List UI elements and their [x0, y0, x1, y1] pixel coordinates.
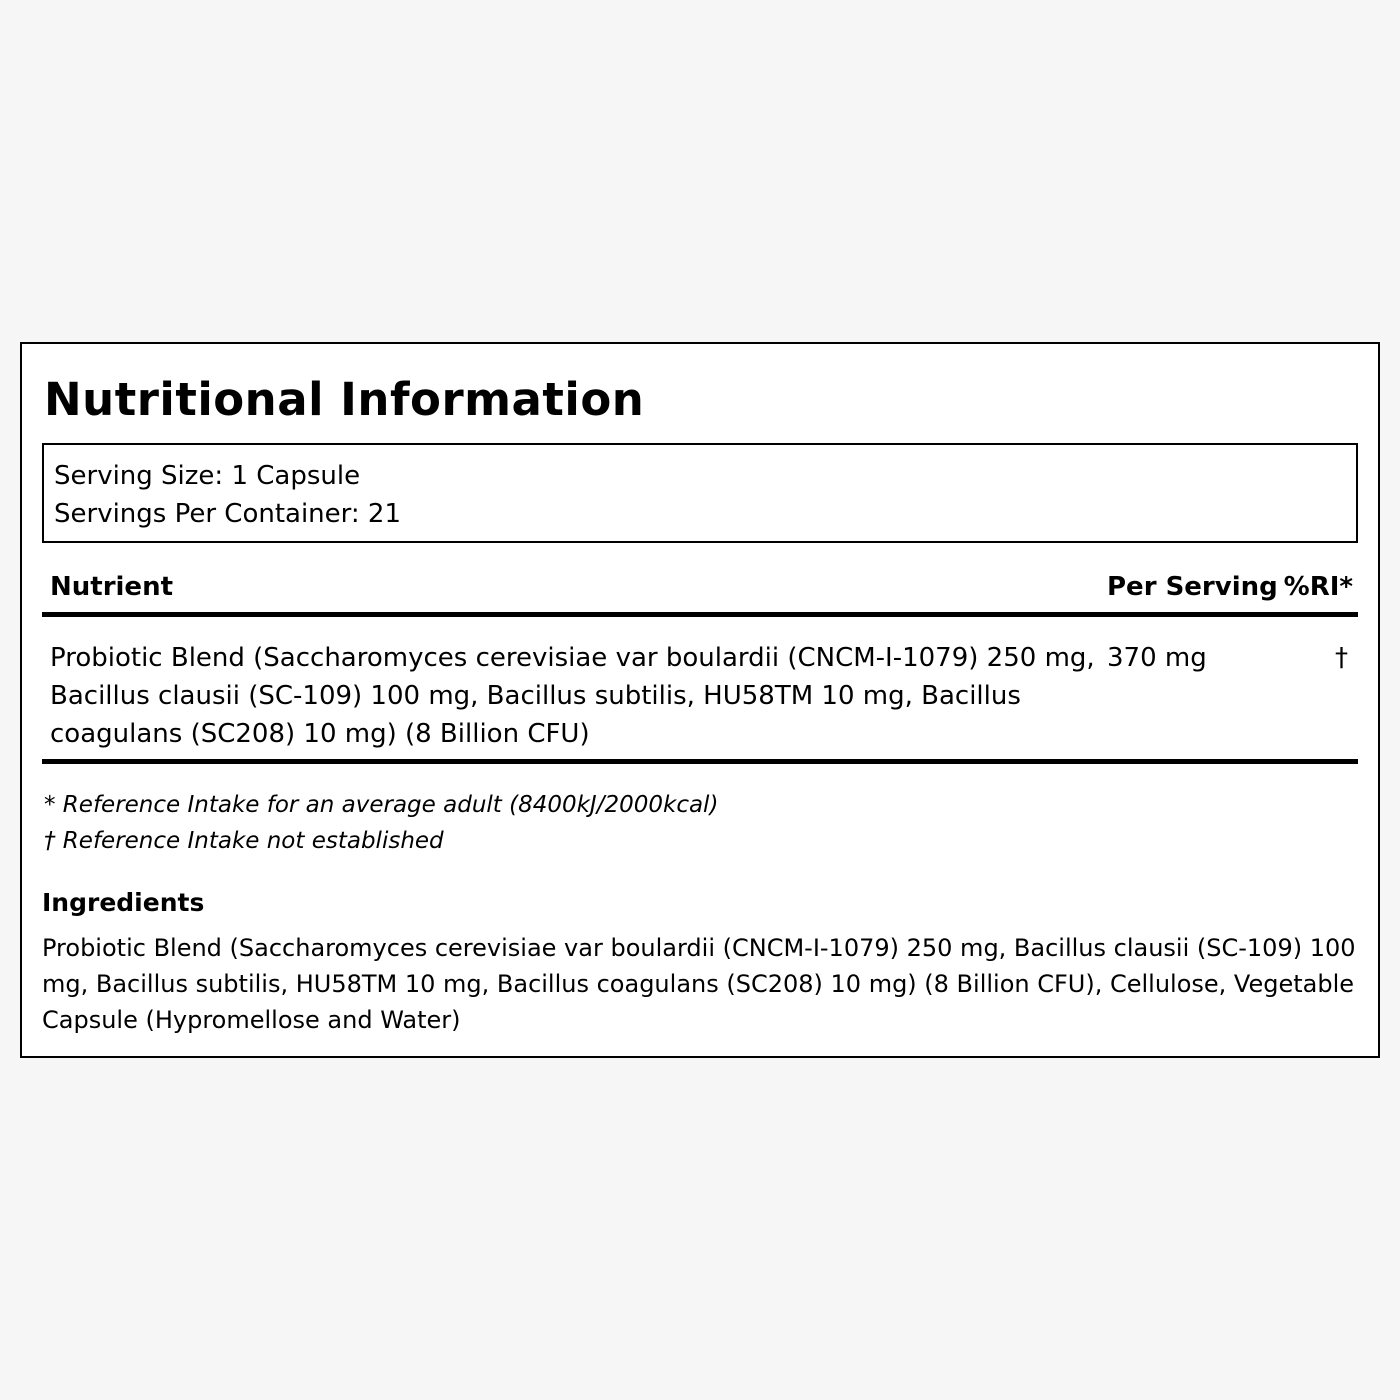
serving-size: Serving Size: 1 Capsule [54, 461, 361, 491]
column-header-per-serving: Per Serving [1107, 572, 1278, 602]
ingredients-text: Probiotic Blend (Saccharomyces cerevisiae var boulardii (CNCM-I-1079) 250 mg, Bacillus clausii (SC-109) 100 mg, Bacillus subtilis, HU58TM 10 mg, Bacillus coagulans (SC208) 10 mg) (8 Billion CFU), Cellulose, Vegetable Capsule (Hypromellose and Water) [42, 934, 1356, 1034]
column-header-ri: %RI* [1283, 572, 1353, 602]
table-bottom-divider [42, 759, 1358, 764]
header-divider [42, 612, 1358, 617]
ri-cell: † [1335, 643, 1348, 673]
per-serving-cell: 370 mg [1107, 643, 1207, 673]
nutrition-panel [20, 342, 1380, 1058]
ingredients-heading: Ingredients [42, 888, 205, 917]
serving-info-box [42, 443, 1358, 543]
footnote-reference-intake: * Reference Intake for an average adult (8400kJ/2000kcal) [44, 792, 719, 818]
column-header-nutrient: Nutrient [50, 572, 174, 602]
footnote-not-established: † Reference Intake not established [44, 828, 444, 854]
nutrient-name-cell: Probiotic Blend (Saccharomyces cerevisiae var boulardii (CNCM-I-1079) 250 mg, Bacillus clausii (SC-109) 100 mg, Bacillus subtilis, HU58TM 10 mg, Bacillus coagulans (SC208) 10 mg) (8 Billion CFU) [50, 643, 1095, 749]
servings-per-container: Servings Per Container: 21 [54, 499, 402, 529]
page-title: Nutritional Information [44, 373, 645, 426]
